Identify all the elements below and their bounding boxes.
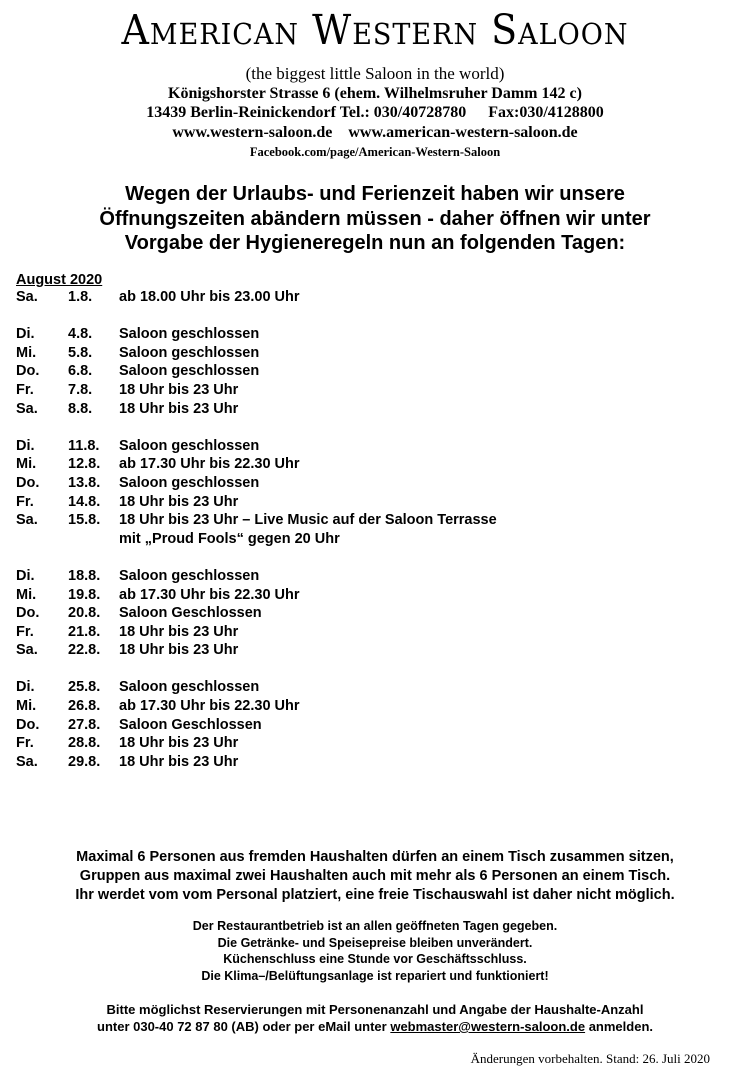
schedule-hours: Saloon geschlossen bbox=[119, 363, 260, 380]
schedule-row bbox=[16, 734, 239, 753]
schedule-date: 21.8. bbox=[68, 623, 101, 640]
fax-number: Fax:030/4128800 bbox=[488, 104, 604, 121]
rule-line: Maximal 6 Personen aus fremden Haushalten dürfen an einem Tisch zusammen sitzen, bbox=[76, 849, 674, 865]
reservation-end-text: anmelden. bbox=[588, 1019, 653, 1034]
schedule-row bbox=[16, 716, 262, 735]
schedule-date: 6.8. bbox=[68, 363, 93, 380]
schedule-hours: ab 17.30 Uhr bis 22.30 Uhr bbox=[119, 586, 300, 603]
schedule-date: 26.8. bbox=[68, 698, 101, 715]
contact-line bbox=[0, 104, 750, 122]
schedule-date: 15.8. bbox=[68, 512, 101, 529]
schedule-hours: 18 Uhr bis 23 Uhr bbox=[119, 381, 239, 398]
schedule-month: August 2020 bbox=[16, 272, 103, 288]
info-line: Die Getränke- und Speisepreise bleiben unverändert. bbox=[217, 935, 533, 950]
schedule-day: Di. bbox=[16, 437, 35, 454]
schedule-row bbox=[16, 567, 260, 586]
schedule-day: Sa. bbox=[16, 753, 38, 770]
seating-rules bbox=[0, 848, 750, 905]
schedule-row bbox=[16, 437, 260, 456]
schedule-row bbox=[16, 586, 300, 605]
schedule-day: Fr. bbox=[16, 735, 34, 752]
schedule-row bbox=[16, 362, 260, 381]
schedule-date: 22.8. bbox=[68, 642, 101, 659]
schedule-row bbox=[16, 400, 239, 419]
address-city: 13439 Berlin-Reinickendorf bbox=[146, 104, 336, 121]
reservation-phone-text: unter 030-40 72 87 80 (AB) oder per eMail unter bbox=[97, 1019, 387, 1034]
schedule-hours: Saloon geschlossen bbox=[119, 344, 260, 361]
info-line: Die Klima–/Belüftungsanlage ist repariert und funktioniert! bbox=[201, 968, 549, 983]
schedule-date: 28.8. bbox=[68, 735, 101, 752]
schedule-date: 13.8. bbox=[68, 474, 101, 491]
schedule-day: Do. bbox=[16, 363, 40, 380]
schedule-spacer bbox=[16, 418, 102, 437]
schedule-row bbox=[16, 344, 260, 363]
saloon-title: American Western Saloon bbox=[121, 6, 629, 54]
schedule-spacer bbox=[16, 660, 102, 679]
rule-line: Gruppen aus maximal zwei Haushalten auch mit mehr als 6 Personen an einem Tisch. bbox=[79, 868, 671, 884]
schedule-day: Sa. bbox=[16, 400, 38, 417]
schedule-row bbox=[16, 753, 239, 772]
schedule-date: 4.8. bbox=[68, 326, 93, 343]
schedule-day: Mi. bbox=[16, 586, 37, 603]
facebook-link[interactable]: Facebook.com/page/American-Western-Saloon bbox=[249, 145, 501, 159]
schedule-hours: Saloon Geschlossen bbox=[119, 605, 262, 622]
schedule-day: Do. bbox=[16, 605, 40, 622]
schedule-hours: ab 17.30 Uhr bis 22.30 Uhr bbox=[119, 698, 300, 715]
schedule-day: Di. bbox=[16, 567, 35, 584]
schedule-spacer bbox=[16, 307, 102, 326]
schedule-hours: 18 Uhr bis 23 Uhr bbox=[119, 753, 239, 770]
schedule-date: 25.8. bbox=[68, 679, 101, 696]
schedule-date: 7.8. bbox=[68, 381, 93, 398]
phone-number: Tel.: 030/40728780 bbox=[339, 104, 467, 121]
info-line: Der Restaurantbetrieb ist an allen geöffneten Tagen gegeben. bbox=[192, 919, 558, 933]
schedule-row bbox=[16, 493, 239, 512]
schedule-hours: mit „Proud Fools“ gegen 20 Uhr bbox=[119, 530, 340, 547]
schedule-hours: Saloon Geschlossen bbox=[119, 716, 262, 733]
schedule-date: 19.8. bbox=[68, 586, 101, 603]
address-street: Königshorster Strasse 6 (ehem. Wilhelmsruher Damm 142 c) bbox=[168, 85, 582, 102]
schedule-day: Di. bbox=[16, 326, 35, 343]
schedule-row bbox=[16, 511, 497, 530]
headline-line: Öffnungszeiten abändern müssen - daher öffnen wir unter bbox=[99, 207, 651, 230]
schedule-hours: Saloon geschlossen bbox=[119, 326, 260, 343]
schedule-day: Fr. bbox=[16, 493, 34, 510]
schedule-row bbox=[16, 381, 239, 400]
schedule-row bbox=[16, 697, 300, 716]
schedule-date: 29.8. bbox=[68, 753, 101, 770]
announcement-headline bbox=[0, 182, 750, 256]
schedule-day: Sa. bbox=[16, 289, 38, 305]
schedule-day: Mi. bbox=[16, 698, 37, 715]
schedule-row bbox=[16, 604, 262, 623]
schedule-day: Sa. bbox=[16, 642, 38, 659]
schedule-row bbox=[16, 623, 239, 642]
schedule-date: 12.8. bbox=[68, 456, 101, 473]
reservation-line: Bitte möglichst Reservierungen mit Personenanzahl und Angabe der Haushalte-Anzahl bbox=[106, 1002, 644, 1017]
schedule-date: 1.8. bbox=[68, 289, 93, 305]
schedule-day: Do. bbox=[16, 716, 40, 733]
schedule-hours: Saloon geschlossen bbox=[119, 679, 260, 696]
website-link-2[interactable]: www.american-western-saloon.de bbox=[348, 124, 578, 141]
schedule-day: Sa. bbox=[16, 512, 38, 529]
schedule-day: Do. bbox=[16, 474, 40, 491]
schedule-day: Mi. bbox=[16, 344, 37, 361]
schedule-hours: ab 17.30 Uhr bis 22.30 Uhr bbox=[119, 456, 300, 473]
schedule-hours: 18 Uhr bis 23 Uhr bbox=[119, 735, 239, 752]
schedule-date: 20.8. bbox=[68, 605, 101, 622]
email-link[interactable]: webmaster@western-saloon.de bbox=[390, 1019, 586, 1034]
schedule-hours: 18 Uhr bis 23 Uhr bbox=[119, 493, 239, 510]
info-line: Küchenschluss eine Stunde vor Geschäftsschluss. bbox=[223, 952, 527, 966]
schedule-hours: Saloon geschlossen bbox=[119, 437, 260, 454]
schedule-day: Mi. bbox=[16, 456, 37, 473]
headline-line: Wegen der Urlaubs- und Ferienzeit haben wir unsere bbox=[125, 183, 625, 205]
reservation-info bbox=[0, 1001, 750, 1035]
schedule-hours: Saloon geschlossen bbox=[119, 567, 260, 584]
schedule-day: Fr. bbox=[16, 623, 34, 640]
tagline: (the biggest little Saloon in the world) bbox=[245, 64, 505, 83]
schedule-spacer bbox=[16, 548, 102, 567]
schedule-date: 18.8. bbox=[68, 567, 101, 584]
schedule-day: Fr. bbox=[16, 381, 34, 398]
opening-schedule bbox=[16, 272, 497, 771]
reservation-line bbox=[0, 1018, 750, 1035]
schedule-day: Di. bbox=[16, 679, 35, 696]
schedule-hours: 18 Uhr bis 23 Uhr bbox=[119, 642, 239, 659]
rule-line: Ihr werdet vom vom Personal platziert, eine freie Tischauswahl ist daher nicht möglich. bbox=[75, 887, 675, 903]
schedule-hours: 18 Uhr bis 23 Uhr bbox=[119, 623, 239, 640]
website-link-1[interactable]: www.western-saloon.de bbox=[172, 124, 333, 141]
schedule-date: 14.8. bbox=[68, 493, 101, 510]
schedule-row bbox=[16, 325, 260, 344]
schedule-date: 8.8. bbox=[68, 400, 93, 417]
schedule-row bbox=[16, 474, 260, 493]
headline-line: Vorgabe der Hygieneregeln nun an folgenden Tagen: bbox=[124, 232, 626, 254]
schedule-hours: 18 Uhr bis 23 Uhr bbox=[119, 400, 239, 417]
websites-line bbox=[0, 124, 750, 142]
schedule-row bbox=[16, 530, 340, 549]
schedule-row bbox=[16, 641, 239, 660]
schedule-date: 5.8. bbox=[68, 344, 93, 361]
schedule-row bbox=[16, 678, 260, 697]
schedule-date: 27.8. bbox=[68, 716, 101, 733]
schedule-hours: 18 Uhr bis 23 Uhr – Live Music auf der Saloon Terrasse bbox=[119, 512, 497, 529]
schedule-row bbox=[16, 288, 300, 307]
schedule-hours: ab 18.00 Uhr bis 23.00 Uhr bbox=[119, 289, 300, 305]
service-info bbox=[0, 918, 750, 984]
schedule-hours: Saloon geschlossen bbox=[119, 474, 260, 491]
schedule-row bbox=[16, 455, 300, 474]
footer-note: Änderungen vorbehalten. Stand: 26. Juli 2020 bbox=[470, 1051, 710, 1066]
schedule-date: 11.8. bbox=[68, 437, 100, 454]
